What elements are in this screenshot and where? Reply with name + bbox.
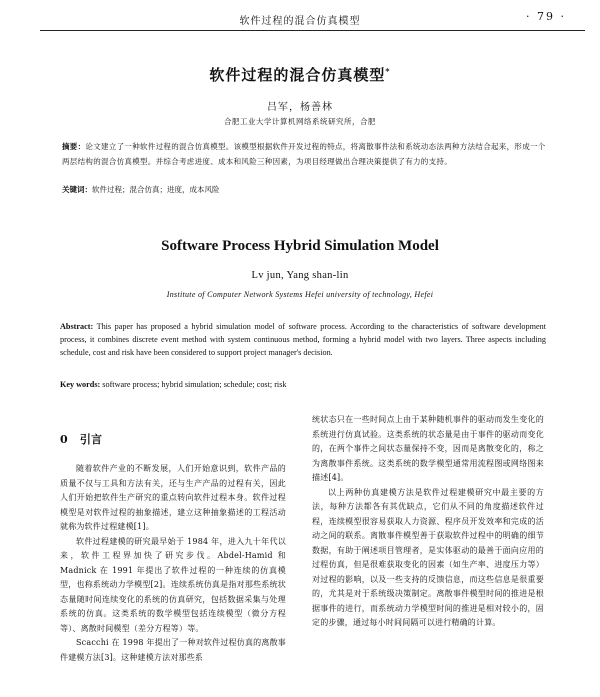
paragraph: 以上两种仿真建模方法是软件过程建模研究中最主要的方法，每种方法都各有其优缺点，它们从不同的角度描述软件过程，连续模型很容易获取人力资源、程序员开发效率和完成的活动之间的联系。离散事件模型善于获取软件过程中的明确的细节数据，有助于阐述项目管理者，是实体驱动的最善于面向应用的过程仿真，但是很难获取变化的因素（如生产率、进度压力等）对过程的影响，以及一些支持的反馈信息，而这些信息是很重要的，尤其是对于系统级决策制定。离散事件模型时间的推进是根据事件的进行，而系统动力学模型时间的推进是相对较小的，固定的步骤，通过每小时间间隔可以进行精确的计算。 bbox=[312, 487, 544, 627]
abstract-en-label: Abstract: bbox=[60, 322, 94, 331]
page-number: · 79 · bbox=[526, 10, 566, 23]
keywords-en-label: Key words: bbox=[60, 380, 101, 389]
section-heading bbox=[60, 432, 286, 448]
abstract-en-text: This paper has proposed a hybrid simulation model of software process. According to the characteristics of software development process, it combines discrete event method with system continuous method, forming a hybrid model with two layers. Three aspects including schedule, cost and risk have been considered to support project manager's decision. bbox=[60, 322, 546, 357]
authors-cn: 吕军，杨善林 bbox=[267, 102, 333, 113]
header-rule bbox=[40, 30, 585, 31]
paper-title-en: Software Process Hybrid Simulation Model bbox=[161, 238, 439, 254]
paragraph: 随着软件产业的不断发展，人们开始意识到，软件产品的质量不仅与工具和方法有关，还与生产产品的过程有关，因此人们开始把软件生产研究的重点转向软件过程本身。软件过程模型是对软件过程的抽象描述，建立这种抽象描述的工程活动就称为软件过程建模[1]。 bbox=[60, 464, 286, 531]
running-head-title: 软件过程的混合仿真模型 bbox=[239, 16, 361, 27]
abstract-cn bbox=[62, 140, 547, 169]
authors-en: Lv jun, Yang shan-lin bbox=[251, 270, 349, 281]
section-title: 引言 bbox=[79, 433, 103, 446]
running-head bbox=[0, 0, 600, 32]
paragraph: 统状态只在一些时间点上由于某种随机事件的驱动而发生变化的系统进行仿真试验。这类系统的状态量是由于事件的驱动而变化的，在两个事件之间状态量保持不变，因而是离散变化的，称之为离散事件系统。这类系统的数学模型通常用流程图或网络图来描述[4]。 bbox=[312, 415, 544, 482]
right-column bbox=[312, 413, 544, 631]
affiliation-en: Institute of Computer Network Systems Hefei university of technology, Hefei bbox=[166, 290, 434, 299]
paragraph: Scacchi 在 1998 年提出了一种对软件过程仿真的离散事件建模方法[3]。这种建模方法对那些系 bbox=[60, 638, 286, 662]
left-column bbox=[60, 432, 286, 665]
keywords-cn bbox=[62, 184, 547, 196]
section-number: 0 bbox=[60, 433, 68, 446]
keywords-cn-text: 软件过程；混合仿真；进度，成本风险 bbox=[92, 185, 220, 194]
paper-title-cn-text: 软件过程的混合仿真模型 bbox=[209, 66, 386, 84]
keywords-en-text: software process; hybrid simulation; schedule; cost; risk bbox=[102, 380, 287, 389]
abstract-en bbox=[60, 320, 546, 359]
abstract-cn-text: 论文建立了一种软件过程的混合仿真模型。该模型根据软件开发过程的特点，将离散事件法和系统动态法两种方法结合起来，形成一个两层结构的混合仿真模型。并综合考虑进度、成本和风险三种因素，为项目经理做出合理决策提供了有力的支持。 bbox=[62, 142, 546, 166]
title-footnote-mark: * bbox=[385, 66, 391, 76]
abstract-cn-label: 摘要： bbox=[62, 142, 86, 151]
affiliation-cn: 合肥工业大学计算机网络系统研究所，合肥 bbox=[224, 117, 376, 126]
paper-title-cn bbox=[0, 64, 600, 85]
paragraph: 软件过程建模的研究最早始于 1984 年，进入九十年代以来，软件工程界加快了研究步伐。Abdel-Hamid 和 Madnick 在 1991 年提出了软件过程的一种连续的仿真模型，也称系统动力学模型[2]。连续系统仿真是指对那些系统状态量随时间连续变化的系统的仿真研究，包括数据采集与处理系统的仿真。这类系统的数学模型包括连续模型（微分方程等）、离散时间模型（差分方程等）等。 bbox=[60, 536, 286, 633]
keywords-cn-label: 关键词： bbox=[62, 185, 92, 194]
keywords-en bbox=[60, 378, 546, 391]
